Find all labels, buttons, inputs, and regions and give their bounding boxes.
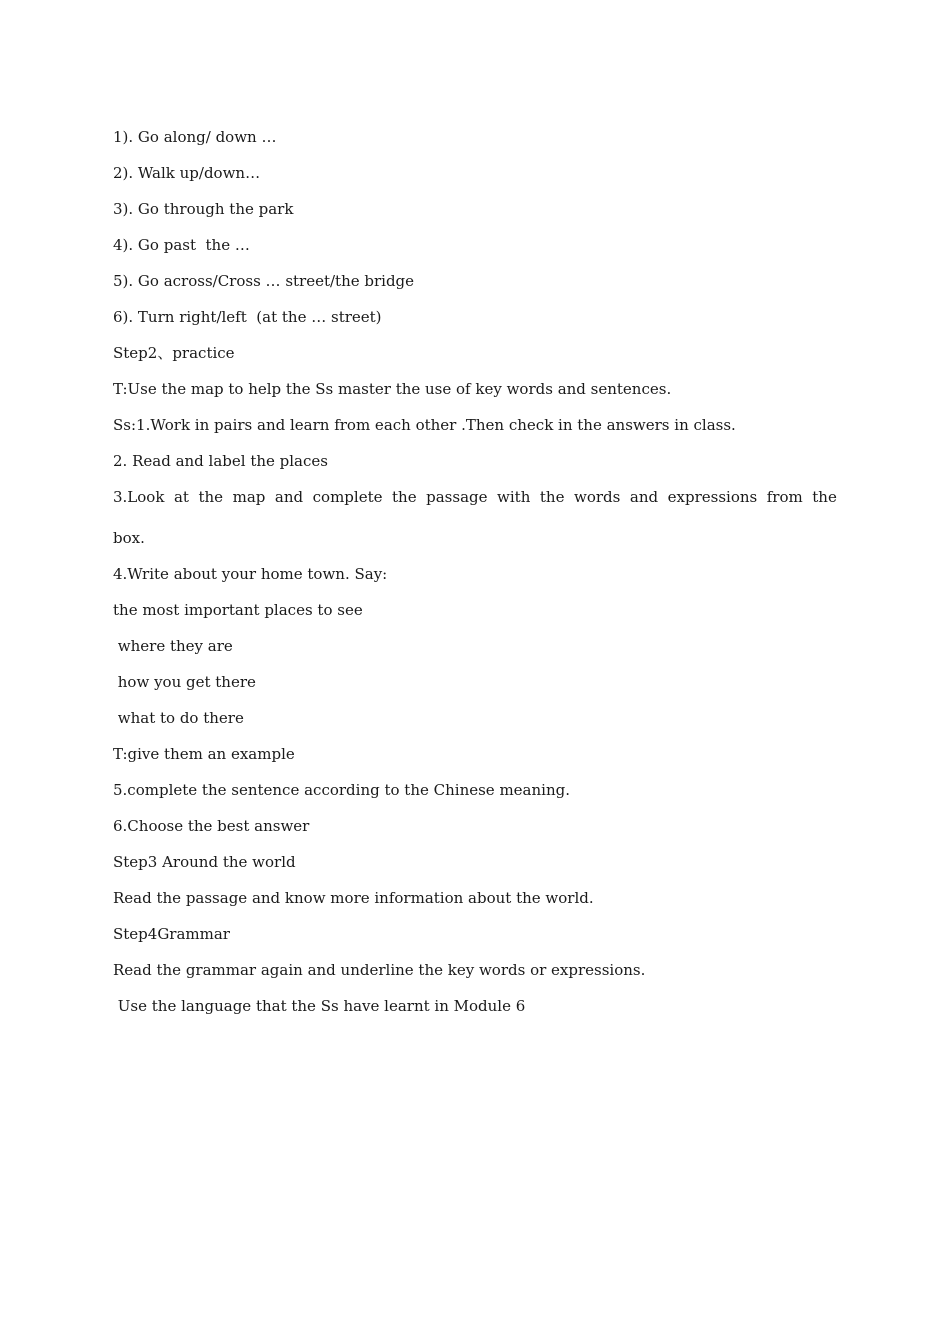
word: the xyxy=(812,488,837,506)
activity-3 xyxy=(113,488,837,506)
teacher-instruction: T:Use the map to help the Ss master the use of key words and sentences. xyxy=(113,380,672,398)
activity-6: 6.Choose the best answer xyxy=(113,817,310,835)
direction-item-2: 2). Walk up/down… xyxy=(113,164,261,182)
writing-point-4: what to do there xyxy=(113,709,244,727)
step4-heading: Step4Grammar xyxy=(113,925,230,943)
step4-language-use: Use the language that the Ss have learnt in Module 6 xyxy=(113,997,526,1015)
activity-5: 5.complete the sentence according to the Chinese meaning. xyxy=(113,781,570,799)
word: with xyxy=(497,488,531,506)
writing-point-2: where they are xyxy=(113,637,233,655)
direction-item-1: 1). Go along/ down … xyxy=(113,128,277,146)
word: words xyxy=(574,488,621,506)
word: map xyxy=(232,488,266,506)
step3-heading: Step3 Around the world xyxy=(113,853,296,871)
word: complete xyxy=(312,488,383,506)
word: from xyxy=(766,488,803,506)
activity-3-continued: box. xyxy=(113,529,145,547)
word: passage xyxy=(426,488,488,506)
activity-4: 4.Write about your home town. Say: xyxy=(113,565,388,583)
step3-instruction: Read the passage and know more information about the world. xyxy=(113,889,594,907)
word: the xyxy=(198,488,224,506)
word: and xyxy=(629,488,659,506)
writing-point-3: how you get there xyxy=(113,673,256,691)
students-activity-1: Ss:1.Work in pairs and learn from each other .Then check in the answers in class. xyxy=(113,416,736,434)
step4-instruction: Read the grammar again and underline the key words or expressions. xyxy=(113,961,646,979)
activity-2: 2. Read and label the places xyxy=(113,452,328,470)
direction-item-3: 3). Go through the park xyxy=(113,200,294,218)
direction-item-5: 5). Go across/Cross … street/the bridge xyxy=(113,272,415,290)
direction-item-4: 4). Go past the … xyxy=(113,236,250,254)
direction-item-6: 6). Turn right/left (at the … street) xyxy=(113,308,382,326)
word: 3.Look xyxy=(113,488,165,506)
word: the xyxy=(539,488,565,506)
step2-heading: Step2、practice xyxy=(113,344,235,362)
teacher-example: T:give them an example xyxy=(113,745,295,763)
word: at xyxy=(173,488,189,506)
word: and xyxy=(274,488,304,506)
writing-point-1: the most important places to see xyxy=(113,601,363,619)
word: expressions xyxy=(667,488,758,506)
word: the xyxy=(392,488,417,506)
